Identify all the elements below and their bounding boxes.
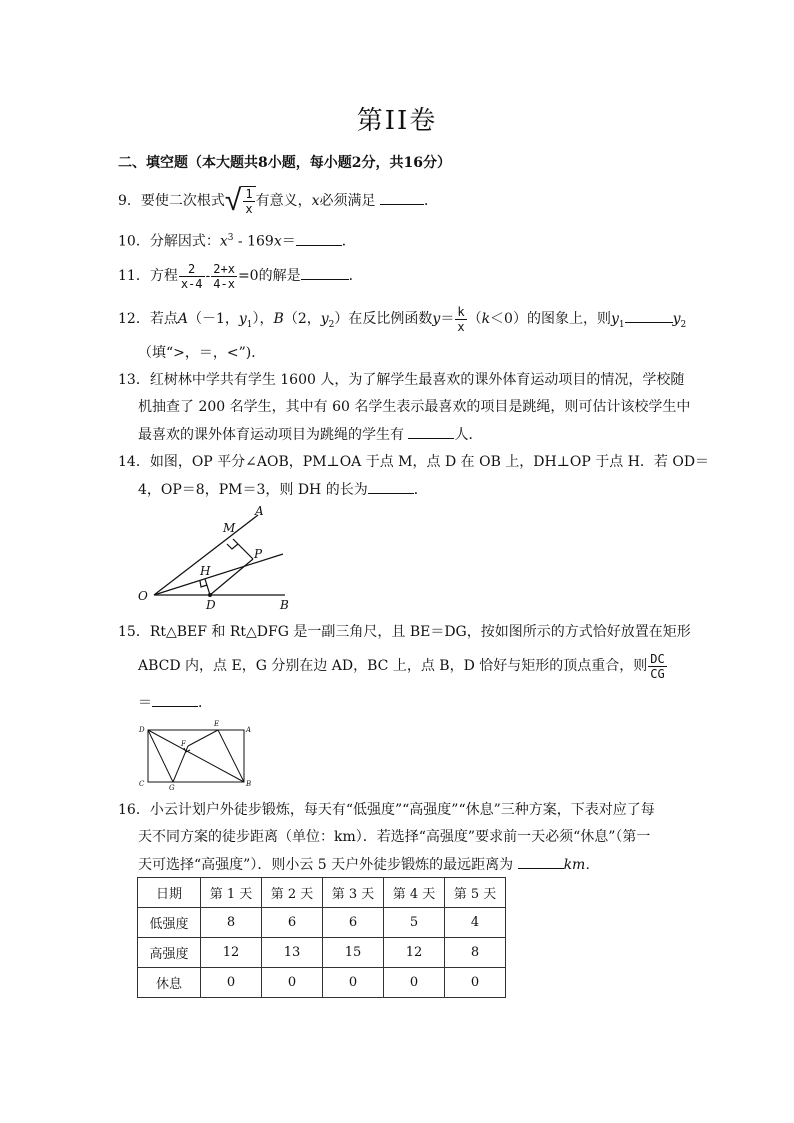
table-cell: 休息 [138,968,201,998]
question-12 [118,303,686,341]
q15-eq: ＝ [138,695,152,711]
label-D: D [139,726,145,734]
q10-sup: 3 [227,233,234,243]
q12-csub1: 1 [618,319,625,330]
answer-blank[interactable] [408,424,454,439]
q9-end: ． [423,193,438,209]
table-header-cell: 第 5 天 [445,878,506,908]
label-A: A [246,726,252,734]
answer-blank[interactable] [368,479,414,494]
label-P: P [254,547,263,561]
label-A: A [255,504,264,518]
q9-num: 1 [245,187,253,201]
table-cell: 8 [445,938,506,968]
table-cell: 低强度 [138,908,201,938]
q12-y2: y [320,311,329,327]
q12-cond: （ [467,311,482,327]
label-B: B [246,780,252,788]
answer-blank[interactable] [296,231,342,246]
q13-line1: 13．红树林中学共有学生 1600 人，为了解学生最喜欢的课外体育运动项目的情况，学校随 [118,372,685,388]
q11-f2-den: 4-x [213,276,235,291]
q11-text: 11．方程 [118,268,178,284]
label-G: G [169,784,175,790]
q13-line3 [138,424,482,445]
q16-line2: 天不同方案的徒步距离（单位：km）．若选择“高强度”要求前一天必须“休息”（第一 [138,829,651,845]
q12-A: A [177,311,188,327]
q12-sub1: 1 [246,319,253,330]
table-header-cell: 日期 [138,878,201,908]
q12-yeq: y [432,311,441,327]
table-row [138,938,506,968]
q10-rest: - 169 [233,233,274,250]
q9-post2: 必须满足 [319,193,376,209]
segment-DH [205,579,210,595]
q12-sub2: 2 [328,319,335,330]
q16-line3 [138,854,599,875]
q12-coordsB: （2， [283,311,321,327]
q15-line2 [138,650,668,682]
table-cell: 0 [201,968,262,998]
table-cell: 0 [445,968,506,998]
answer-blank[interactable] [625,308,673,323]
q12-close2: ）在反比例函数 [334,311,433,327]
table-row [138,908,506,938]
q15-frac-den: CG [650,666,665,681]
q10-text: 10．分解因式： [118,233,220,250]
q12-kden: x [457,319,465,334]
table-header-cell: 第 1 天 [201,878,262,908]
q11-post: =0的解是 [237,268,301,284]
q12-cy1: y [610,311,619,327]
table-cell: 12 [384,938,445,968]
q15-line2-text: ABCD 内，点 E，G 分别在边 AD，BC 上，点 B，D 恰好与矩形的顶点重合，则 [138,658,648,674]
table-cell: 高强度 [138,938,201,968]
q15-line3 [138,692,212,713]
label-C: C [139,780,145,788]
right-angle-M [227,544,238,549]
question-9 [118,183,438,218]
question-10 [118,228,356,252]
q12-text: 12．若点 [118,311,178,327]
table-cell: 0 [262,968,323,998]
table-cell: 0 [384,968,445,998]
q13-line3-end: 人． [454,427,483,443]
q11-f1-den: x-4 [180,276,203,291]
table-cell: 12 [201,938,262,968]
q16-line3-end: km． [563,857,600,873]
segment-PD [210,559,253,595]
answer-blank[interactable] [380,190,424,205]
q15-line1: 15．Rt△BEF 和 Rt△DFG 是一副三角尺，且 BE＝DG，按如图所示的方式恰好放置在矩形 [118,624,691,640]
rectangle-figure [136,716,256,790]
q12-eq: ＝ [440,311,455,327]
segment-DG [148,730,173,782]
q12-coordsA: （－1， [187,311,239,327]
q10-eq: ＝ [281,233,296,250]
label-H: H [200,564,211,578]
q12-knum: k [457,304,465,319]
table-cell: 6 [262,908,323,938]
table-cell: 15 [323,938,384,968]
table-header-cell: 第 2 天 [262,878,323,908]
table-cell: 4 [445,908,506,938]
answer-blank[interactable] [152,692,198,707]
table-header-cell: 第 3 天 [323,878,384,908]
q14-line2-end: ． [413,482,428,498]
q12-k: k [481,311,491,327]
answer-blank[interactable] [518,854,564,869]
table-header-cell: 第 4 天 [384,878,445,908]
table-cell: 5 [384,908,445,938]
label-D: D [206,598,216,612]
q9-den: x [245,202,253,216]
answer-blank[interactable] [301,265,349,280]
q16-line1: 16．小云计划户外徒步锻炼，每天有“低强度”“高强度”“休息”三种方案，下表对应了每 [118,802,655,818]
question-11 [118,260,363,292]
distance-table [137,877,506,998]
q12-line2: （填“>，＝，<”)． [138,345,266,361]
segment-PM [233,539,253,559]
q10-x: x [219,233,228,250]
q9-post: 有意义， [255,193,312,209]
q16-line3-text: 天可选择“高强度”）．则小云 5 天户外徒步锻炼的最远距离为 [138,857,518,873]
q14-line1: 14．如图，OP 平分∠AOB，PM⊥OA 于点 M，点 D 在 OB 上，DH⊥OP 于点 H．若 OD＝ [118,454,710,470]
table-cell: 0 [323,968,384,998]
q15-end: ． [198,695,212,711]
segment-EB [218,730,244,782]
table-row [138,968,506,998]
angle-bisector-figure [130,503,300,615]
page-title: 第II卷 [356,106,438,136]
sqrt-expression: √ $\frac{1}{x}$ [225,186,256,216]
q12-csub2: 2 [680,319,687,330]
q12-y1: y [238,311,247,327]
q13-line2: 机抽查了 200 名学生，其中有 60 名学生表示最喜欢的项目是跳绳，则可估计该校学生中 [138,399,691,415]
q9-var: x [311,193,320,209]
q15-frac-num: DC [650,651,665,666]
ray-OP [154,554,283,595]
section-heading: 二、填空题（本大题共8小题，每小题2分，共16分） [118,155,451,171]
q11-f1-num: 2 [179,262,205,277]
label-O: O [138,589,148,603]
label-B: B [280,598,289,612]
q14-line2 [138,479,428,500]
label-M: M [223,521,236,535]
table-cell: 8 [201,908,262,938]
table-header-row [138,878,506,908]
table-cell: 13 [262,938,323,968]
diagonal-DB [148,730,244,782]
q9-text: 9．要使二次根式 [118,193,225,209]
q10-var: x [273,233,282,250]
q14-line2-text: 4，OP＝8，PM＝3，则 DH 的长为 [138,482,368,498]
table-cell: 6 [323,908,384,938]
label-F: F [181,740,186,748]
q11-f2-num: 2+x [213,261,235,276]
q12-B: B [273,311,284,327]
q11-minus: - [205,268,211,284]
q12-close1: ）， [252,311,274,327]
q12-cy2: y [672,311,681,327]
q10-end: ． [341,233,356,250]
point-D [208,593,212,597]
label-E: E [214,720,220,728]
q13-line3-text: 最喜欢的课外体育运动项目为跳绳的学生有 [138,427,409,443]
q12-cond2: ＜0）的图象上，则 [490,311,611,327]
q11-end: ． [348,268,363,284]
segment-FE [188,730,218,746]
